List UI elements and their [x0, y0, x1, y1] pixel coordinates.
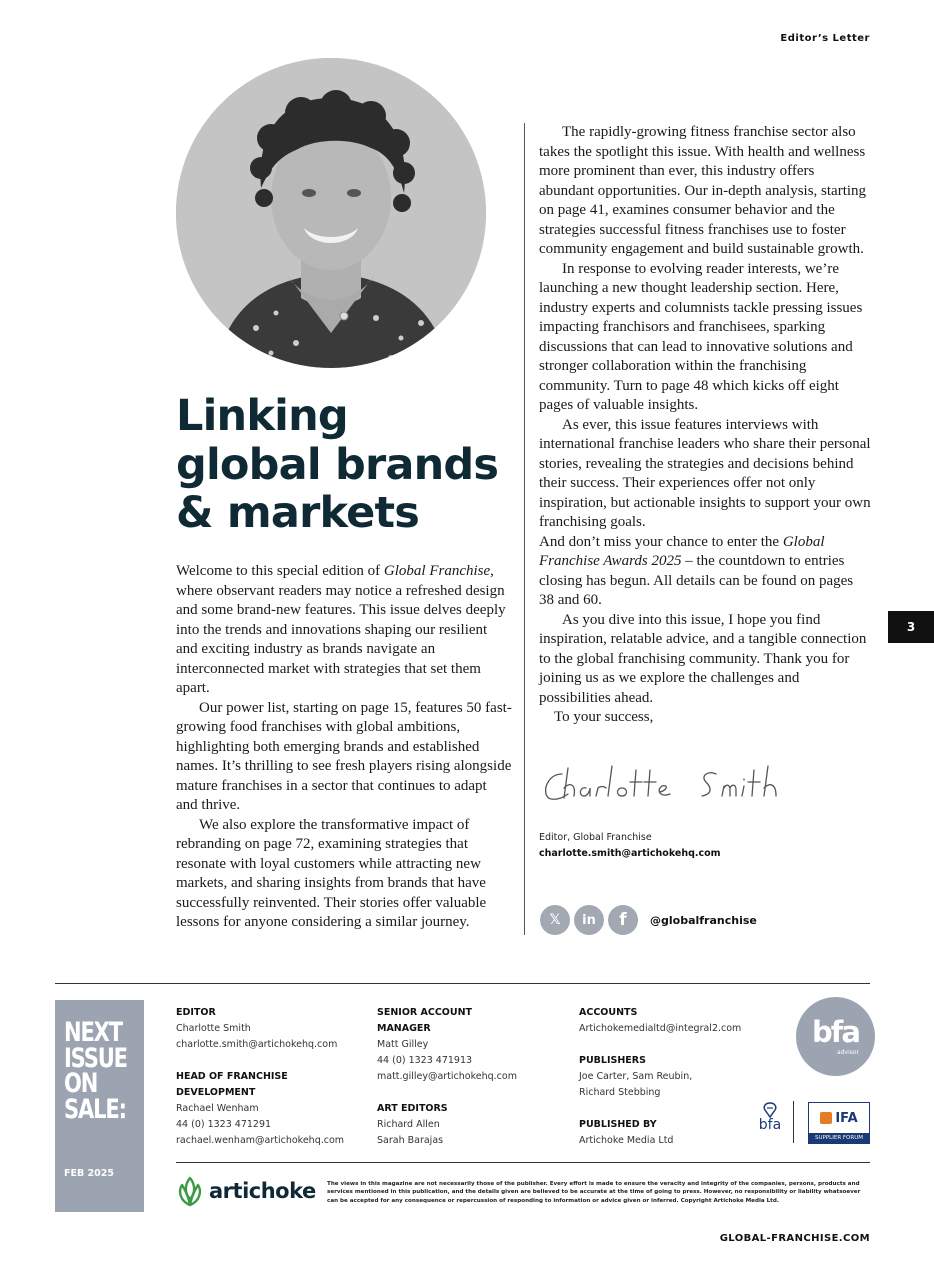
credit-label: PUBLISHED BY: [579, 1119, 657, 1130]
bfa-advisor-logo: [796, 997, 875, 1076]
linkedin-icon[interactable]: in: [574, 905, 604, 935]
credit-label: PUBLISHERS: [579, 1055, 646, 1066]
footer-divider: [55, 983, 870, 984]
bfa-logo: [754, 1102, 786, 1142]
section-label: Editor’s Letter: [780, 33, 870, 44]
social-links: [540, 905, 757, 935]
column-divider: [524, 123, 525, 935]
credit-label: HEAD OF FRANCHISE: [176, 1071, 288, 1082]
credit-email[interactable]: matt.gilley@artichokehq.com: [377, 1071, 517, 1082]
headline: [176, 392, 506, 538]
bfa-advisor-sub: advisor: [837, 1049, 859, 1056]
credit-name: Richard Stebbing: [579, 1087, 661, 1098]
credit-name: Richard Allen: [377, 1119, 440, 1130]
article-column-right: [539, 123, 871, 728]
site-url[interactable]: GLOBAL-FRANCHISE.COM: [719, 1233, 870, 1244]
ifa-logo: [808, 1102, 870, 1144]
footer-divider-2: [176, 1162, 870, 1163]
credit-label: DEVELOPMENT: [176, 1087, 256, 1098]
credits-column-3: [579, 1005, 779, 1149]
article-paragraph: Our power list, starting on page 15, features 50 fast-growing food franchises with global ambitions, highlighting both emerging brands and established names. It’s thrilling to see fresh players rising alongside mature franchises in a sector that continues to adapt and thrive.: [176, 699, 512, 813]
editor-portrait: [176, 58, 486, 368]
credit-name: Rachael Wenham: [176, 1103, 259, 1114]
credit-name: Charlotte Smith: [176, 1023, 251, 1034]
artichoke-icon: [176, 1175, 204, 1207]
artichoke-wordmark: artichoke: [209, 1179, 316, 1203]
artichoke-logo: [176, 1175, 316, 1207]
credit-name: Matt Gilley: [377, 1039, 429, 1050]
article-paragraph: As ever, this issue features interviews with international franchise leaders who share their personal stories, revealing the strategies and decisions behind their success. Their experiences offer not only inspiration, but actionable insights to support your own franchising goals.: [539, 416, 871, 530]
headline-line: & markets: [176, 488, 420, 539]
next-issue-date: FEB 2025: [64, 1168, 114, 1179]
article-paragraph: The rapidly-growing fitness franchise sector also takes the spotlight this issue. With health and wellness more prominent than ever, this industry offers abundant opportunities. Our in-depth analysis, starting on page 41, examines consumer behavior and the strategies successful fitness franchises use to foster community engagement and build sustainable growth.: [539, 124, 867, 257]
article-column-left: [176, 562, 512, 933]
credit-email[interactable]: Artichokemedialtd@integral2.com: [579, 1023, 742, 1034]
signoff-role: Editor, Global Franchise: [539, 832, 652, 843]
next-issue-line: SALE:: [64, 1093, 126, 1125]
article-paragraph: [176, 562, 512, 699]
closing-line: To your success,: [554, 709, 654, 725]
logo-separator: [793, 1101, 794, 1143]
awards-title: Global Franchise Awards 2025: [539, 533, 825, 569]
bfa-logo-text: bfa: [758, 1117, 782, 1133]
article-paragraph: As you dive into this issue, I hope you find inspiration, relatable advice, and a tangible connection to the global franchising community. Thank you for joining us as we explore the challenges and possibilities ahead.: [539, 611, 867, 706]
next-issue-heading: [64, 1017, 127, 1125]
credit-email[interactable]: rachael.wenham@artichokehq.com: [176, 1135, 345, 1146]
bfa-emblem-icon: [761, 1102, 779, 1118]
credit-email[interactable]: charlotte.smith@artichokehq.com: [176, 1039, 338, 1050]
credit-label: MANAGER: [377, 1023, 431, 1034]
ifa-logo-top: [809, 1103, 869, 1133]
ifa-globe-icon: [820, 1112, 832, 1124]
credit-name: Artichoke Media Ltd: [579, 1135, 674, 1146]
handwritten-signature: [540, 760, 800, 810]
credit-label: ART EDITORS: [377, 1103, 448, 1114]
article-paragraph: We also explore the transformative impact of rebranding on page 72, examining strategies that resonate with loyal customers while attracting new markets, and sharing insights from brands that have successfully reinvented. Their stories offer valuable lessons for anyone considering a similar journey.: [176, 816, 487, 930]
signoff-email[interactable]: charlotte.smith@artichokehq.com: [539, 848, 721, 859]
bfa-advisor-main: bfa: [812, 1015, 859, 1049]
text-span: – the countdown to entries closing has begun. All details can be found on pages 38 and 60.: [539, 553, 854, 608]
ifa-logo-text: IFA: [835, 1110, 858, 1126]
credit-phone: 44 (0) 1323 471913: [377, 1055, 473, 1066]
next-issue-line: NEXT: [64, 1017, 122, 1048]
next-issue-line: ISSUE: [64, 1042, 127, 1074]
text-span: , where observant readers may notice a refreshed design and some brand-new features. This issue delves deeply into the trends and innovations shaping our resilient and exciting industry as brands navigate an interconnected market with strategies that set them apart.: [176, 563, 506, 696]
article-paragraph: [539, 533, 871, 611]
next-issue-panel: [55, 1000, 144, 1212]
credit-name: Joe Carter, Sam Reubin,: [579, 1071, 693, 1082]
headline-line: global brands: [176, 439, 499, 490]
legal-disclaimer: The views in this magazine are not necessarily those of the publisher. Every effort is made to ensure the veracity and integrity of the companies, persons, products and services mentioned in this publication, and the details given are believed to be accurate at the time of going to press. However, no responsibility or liability whatsoever can be accepted for any consequence or repercussion of responding to information or advice given or inferred. Copyright Artichoke Media Ltd.: [327, 1181, 861, 1204]
credit-phone: 44 (0) 1323 471291: [176, 1119, 272, 1130]
credit-label: ACCOUNTS: [579, 1007, 638, 1018]
headline-line: Linking: [176, 391, 348, 441]
next-issue-line: ON: [64, 1068, 98, 1100]
article-paragraph: In response to evolving reader interests, we’re launching a new thought leadership section. Here, industry experts and columnists tackle pressing issues impacting franchisors and franchisees, sparking discussions that can lead to innovative solutions and stronger collaboration within the franchising community. Turn to page 48 which kicks off eight pages of valuable insights.: [539, 260, 863, 413]
credits-column-2: [377, 1005, 567, 1149]
publication-title: Global Franchise: [383, 563, 491, 579]
ifa-logo-sub: SUPPLIER FORUM: [809, 1133, 869, 1144]
social-handle[interactable]: @globalfranchise: [650, 913, 757, 927]
portrait-illustration: [176, 58, 486, 368]
x-icon[interactable]: 𝕏: [540, 905, 570, 935]
facebook-icon[interactable]: f: [608, 905, 638, 935]
credit-label: EDITOR: [176, 1007, 216, 1018]
credits-column-1: [176, 1005, 366, 1149]
credit-label: SENIOR ACCOUNT: [377, 1007, 473, 1018]
credit-name: Sarah Barajas: [377, 1135, 444, 1146]
page-number-tab: 3: [888, 611, 934, 643]
text-span: Welcome to this special edition of: [176, 563, 384, 579]
text-span: And don’t miss your chance to enter the: [539, 533, 783, 550]
